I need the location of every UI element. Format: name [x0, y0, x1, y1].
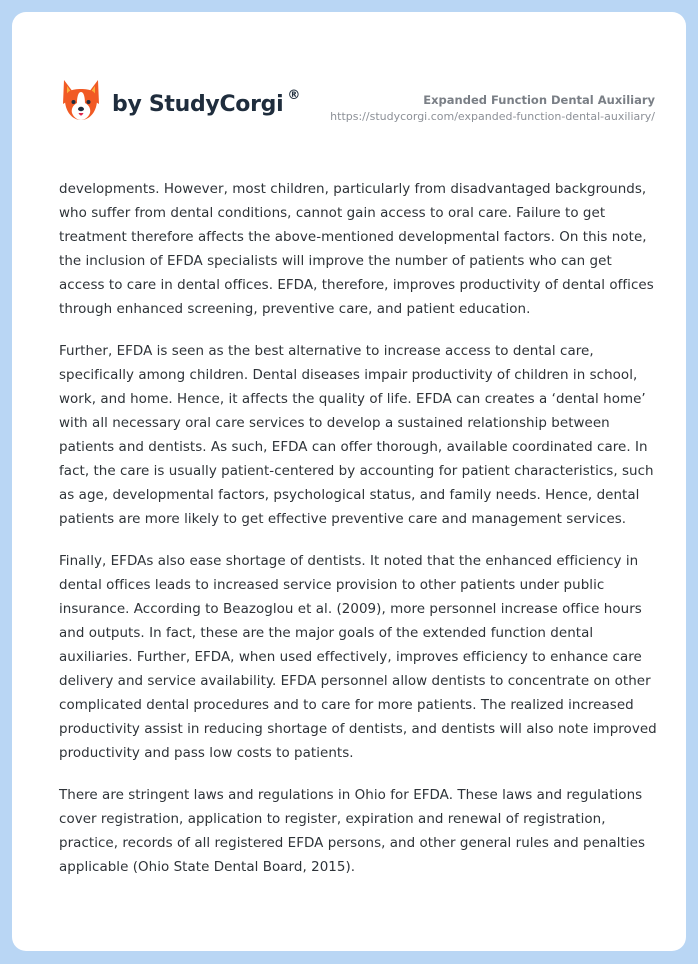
paragraph: There are stringent laws and regulations in Ohio for EFDA. These laws and regulations cover registration, application to register, expiration and renewal of registration, practice, records of all registered EFDA persons, and other general rules and penalties applicable (Ohio State Dental Board, 2015). [59, 788, 645, 875]
paragraph: developments. However, most children, particularly from disadvantaged backgrounds, who suffer from dental conditions, cannot gain access to oral care. Failure to get treatment therefore affects the above-mentioned developmental factors. On this note, the inclusion of EFDA specialists will improve the number of patients who can get access to care in dental offices. EFDA, therefore, improves productivity of dental offices through enhanced screening, preventive care, and patient education. [59, 182, 654, 317]
studycorgi-logo[interactable] [60, 76, 300, 126]
registered-mark: ® [287, 87, 301, 103]
paragraph: Finally, EFDAs also ease shortage of dentists. It noted that the enhanced efficiency in dental offices leads to increased service provision to other patients under public insurance. According to Beazoglou et al. (2009), more personnel increase office hours and outputs. In fact, these are the major goals of the extended function dental auxiliaries. Further, EFDA, when used effectively, improves efficiency to enhance care delivery and service availability. EFDA personnel allow dentists to concentrate on other complicated dental procedures and to care for more patients. The realized increased productivity assist in reducing shortage of dentists, and dentists will also note improved productivity and pass low costs to patients. [59, 554, 657, 761]
document-page [12, 12, 686, 951]
page-header [12, 12, 686, 162]
document-body [59, 178, 659, 898]
brand-text: by StudyCorgi [112, 91, 284, 117]
document-title: Expanded Function Dental Auxiliary [423, 93, 655, 107]
document-meta [330, 92, 655, 126]
corgi-logo-icon [60, 78, 102, 124]
paragraph: Further, EFDA is seen as the best alternative to increase access to dental care, specifically among children. Dental diseases impair productivity of children in school, work, and home. Hence, it affects the quality of life. EFDA can creates a ‘dental home’ with all necessary oral care services to develop a sustained relationship between patients and dentists. As such, EFDA can offer thorough, available coordinated care. In fact, the care is usually patient-centered by accounting for patient characteristics, such as age, developmental factors, psychological status, and family needs. Hence, dental patients are more likely to get effective preventive care and management services. [59, 344, 654, 527]
document-url[interactable]: https://studycorgi.com/expanded-function-dental-auxiliary/ [330, 110, 655, 123]
brand-name [112, 87, 301, 117]
